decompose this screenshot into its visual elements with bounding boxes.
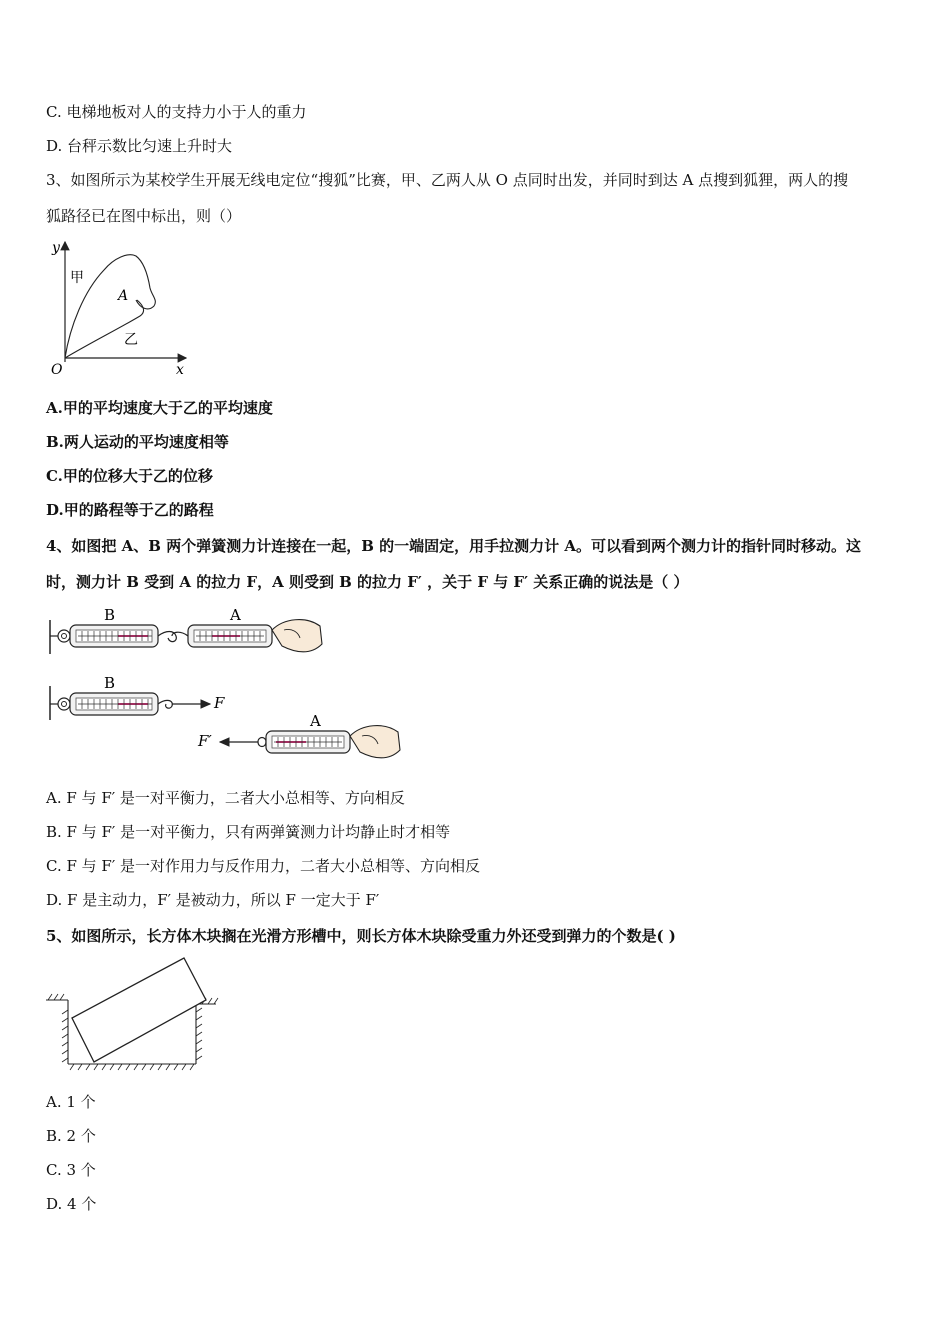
q5-wooden-block: [72, 958, 206, 1062]
q4-label-b-top: B: [104, 606, 116, 624]
q4-option-c: C. F 与 F′ 是一对作用力与反作用力，二者大小总相等、方向相反: [46, 857, 481, 875]
q3-y-label: y: [52, 240, 60, 256]
q2-option-c: C. 电梯地板对人的支持力小于人的重力: [46, 103, 307, 121]
q4-hand-bottom: [350, 726, 400, 758]
q4-label-a-top: A: [230, 606, 241, 624]
q5-stem: 5、如图所示，长方体木块搁在光滑方形槽中，则长方体木块除受重力外还受到弹力的个数是( ): [46, 927, 676, 945]
q3-origin-label: O: [51, 362, 63, 378]
q4-scale-a-top: [188, 625, 272, 647]
q4-option-d: D. F 是主动力，F′ 是被动力，所以 F 一定大于 F′: [46, 891, 380, 909]
q4-option-b: B. F 与 F′ 是一对平衡力，只有两弹簧测力计均静止时才相等: [46, 823, 451, 841]
q4-scale-a-bottom: [266, 731, 350, 753]
q5-groove-figure: [44, 954, 224, 1074]
q4-label-f-prime: F′: [198, 732, 212, 750]
q4-stem-line-1: 4、如图把 A、B 两个弹簧测力计连接在一起，B 的一端固定，用手拉测力计 A。可以看到两个测力计的指针同时移动。这: [46, 537, 861, 555]
q3-stem-line-1: 3、如图所示为某校学生开展无线电定位“搜狐”比赛，甲、乙两人从 O 点同时出发，并同时到达 A 点搜到狐狸，两人的搜: [46, 171, 849, 189]
q4-hand-top: [272, 620, 322, 652]
q3-stem-line-2: 狐路径已在图中标出，则（）: [46, 207, 242, 225]
q3-path-yi: [65, 300, 144, 358]
q5-option-b: B. 2 个: [46, 1127, 96, 1145]
q4-option-a: A. F 与 F′ 是一对平衡力，二者大小总相等、方向相反: [46, 789, 405, 807]
q3-a-label: A: [118, 288, 129, 304]
q3-yi-label: 乙: [124, 332, 138, 348]
q2-option-d: D. 台秤示数比匀速上升时大: [46, 137, 233, 155]
q3-path-figure: [44, 236, 194, 378]
q5-option-d: D. 4 个: [46, 1195, 97, 1213]
q4-label-b-bottom: B: [104, 674, 116, 692]
q3-x-label: x: [176, 362, 184, 378]
q4-label-f: F: [214, 694, 225, 712]
q3-option-a: A.甲的平均速度大于乙的平均速度: [46, 399, 273, 417]
q4-label-a-bottom: A: [310, 712, 321, 730]
q4-scale-b-bottom: [70, 693, 158, 715]
q3-option-d: D.甲的路程等于乙的路程: [46, 501, 214, 519]
q3-option-c: C.甲的位移大于乙的位移: [46, 467, 213, 485]
q5-option-c: C. 3 个: [46, 1161, 96, 1179]
q4-scale-b-top: [70, 625, 158, 647]
q4-stem-line-2: 时，测力计 B 受到 A 的拉力 F，A 则受到 B 的拉力 F′ ，关于 F 与 F′ 关系正确的说法是（ ）: [46, 573, 689, 591]
q5-option-a: A. 1 个: [46, 1093, 96, 1111]
q4-spring-scale-figure: [44, 604, 414, 764]
q3-option-b: B.两人运动的平均速度相等: [46, 433, 229, 451]
q3-jia-label: 甲: [70, 270, 84, 286]
